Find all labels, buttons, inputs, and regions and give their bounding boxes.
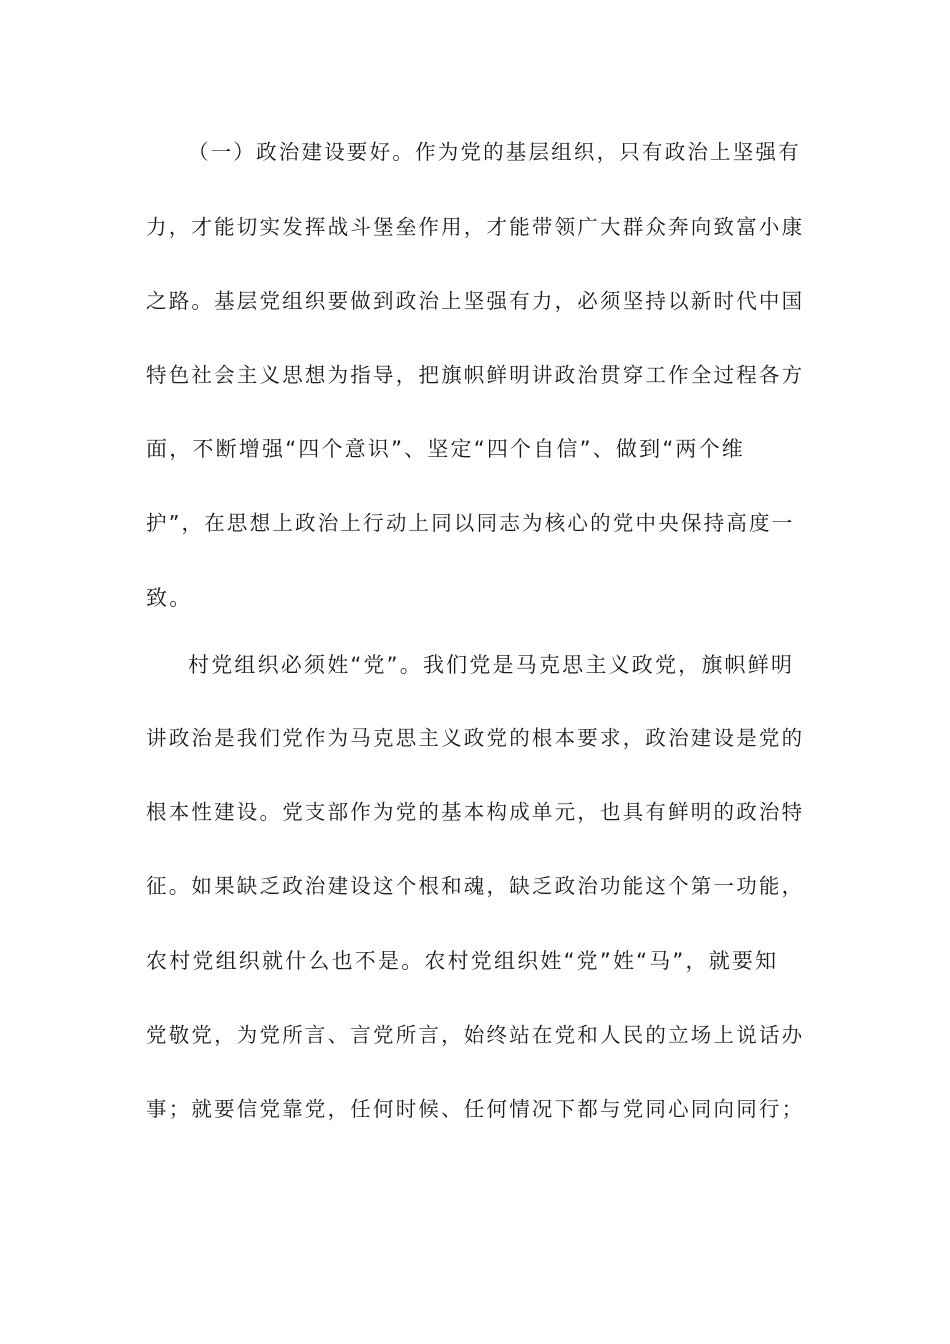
paragraph-2-line-6: 党敬党，为党所言、言党所言，始终站在党和人民的立场上说话办 — [146, 1023, 805, 1047]
paragraph-2-line-5: 农村党组织就什么也不是。农村党组织姓“党”姓“马”，就要知 — [146, 949, 779, 973]
paragraph-1-line-7: 致。 — [146, 586, 193, 610]
paragraph-2-line-3: 根本性建设。党支部作为党的基本构成单元，也具有鲜明的政治特 — [146, 800, 805, 824]
paragraph-2-line-4: 征。如果缺乏政治建设这个根和魂，缺乏政治功能这个第一功能， — [146, 874, 805, 898]
paragraph-1-line-1: （一）政治建设要好。作为党的基层组织，只有政治上坚强有 — [188, 140, 801, 164]
paragraph-1-line-3: 之路。基层党组织要做到政治上坚强有力，必须坚持以新时代中国 — [146, 289, 805, 313]
paragraph-2-line-2: 讲政治是我们党作为马克思主义政党的根本要求，政治建设是党的 — [146, 726, 805, 750]
paragraph-2-line-1: 村党组织必须姓“党”。我们党是马克思主义政党，旗帜鲜明 — [188, 653, 795, 677]
paragraph-1-line-5: 面，不断增强“四个意识”、坚定“四个自信”、做到“两个维 — [146, 437, 745, 461]
paragraph-1-line-4: 特色社会主义思想为指导，把旗帜鲜明讲政治贯穿工作全过程各方 — [146, 363, 805, 387]
paragraph-1-line-2: 力，才能切实发挥战斗堡垒作用，才能带领广大群众奔向致富小康 — [146, 215, 805, 239]
paragraph-2-line-7: 事；就要信党靠党，任何时候、任何情况下都与党同心同向同行； — [146, 1097, 805, 1121]
paragraph-1-line-6: 护”，在思想上政治上行动上同以同志为核心的党中央保持高度一 — [146, 511, 795, 535]
